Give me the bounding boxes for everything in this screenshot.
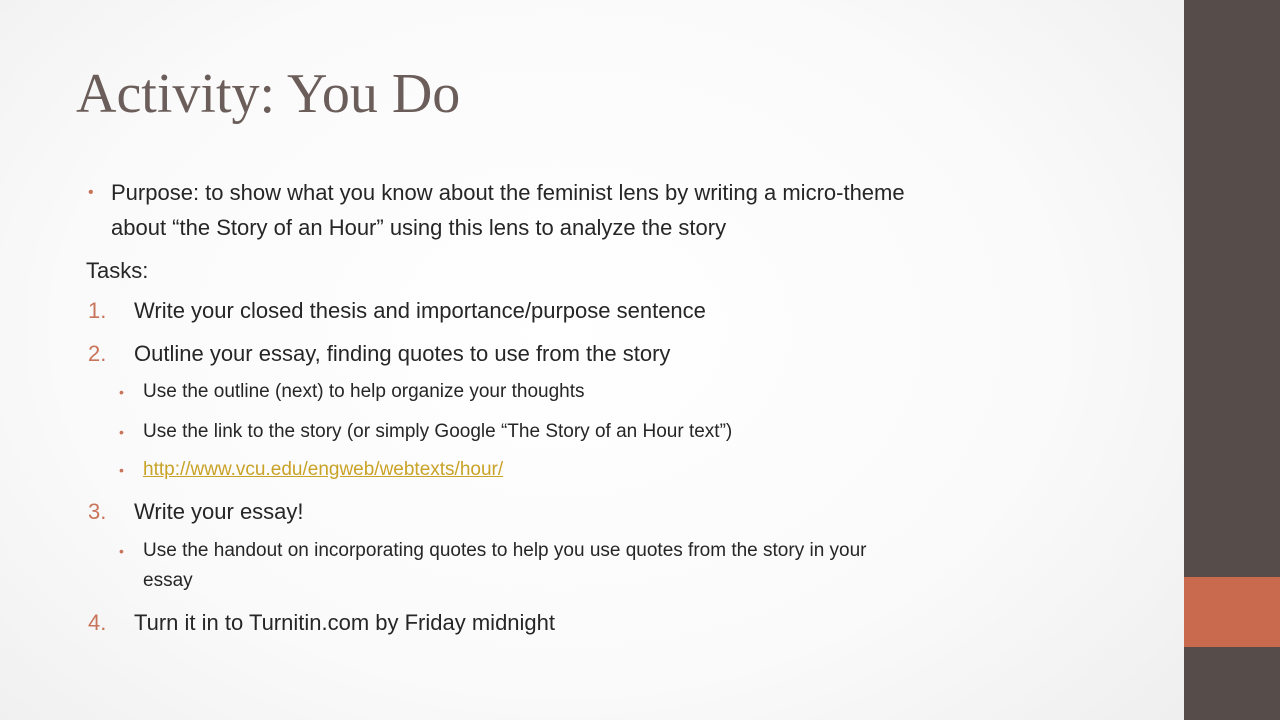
purpose-line-2: about “the Story of an Hour” using this lens to analyze the story [111,215,727,240]
task-1: Write your closed thesis and importance/purpose sentence [134,298,706,323]
sidebar-accent-block [1184,577,1280,647]
bullet-icon: • [88,184,94,201]
task-number-2: 2. [88,341,107,366]
task-3: Write your essay! [134,499,304,524]
task-number-1: 1. [88,298,107,323]
bullet-icon: • [119,424,124,440]
bullet-icon: • [119,462,124,478]
task-number-4: 4. [88,610,107,635]
purpose-line-1: Purpose: to show what you know about the feminist lens by writing a micro-theme [111,180,905,205]
task-2: Outline your essay, finding quotes to use from the story [134,341,671,366]
task-4: Turn it in to Turnitin.com by Friday midnight [134,610,556,635]
task-3-subitem-line-1: Use the handout on incorporating quotes to help you use quotes from the story in your [143,540,867,561]
task-3-subitem-line-2: essay [143,570,193,591]
slide-title: Activity: You Do [76,63,461,125]
tasks-label: Tasks: [86,258,149,283]
story-link[interactable]: http://www.vcu.edu/engweb/webtexts/hour/ [143,459,504,480]
task-2-subitem-2: Use the link to the story (or simply Google “The Story of an Hour text”) [143,421,733,442]
bullet-icon: • [119,384,124,400]
task-number-3: 3. [88,499,107,524]
bullet-icon: • [119,543,124,559]
task-2-subitem-1: Use the outline (next) to help organize your thoughts [143,381,585,402]
